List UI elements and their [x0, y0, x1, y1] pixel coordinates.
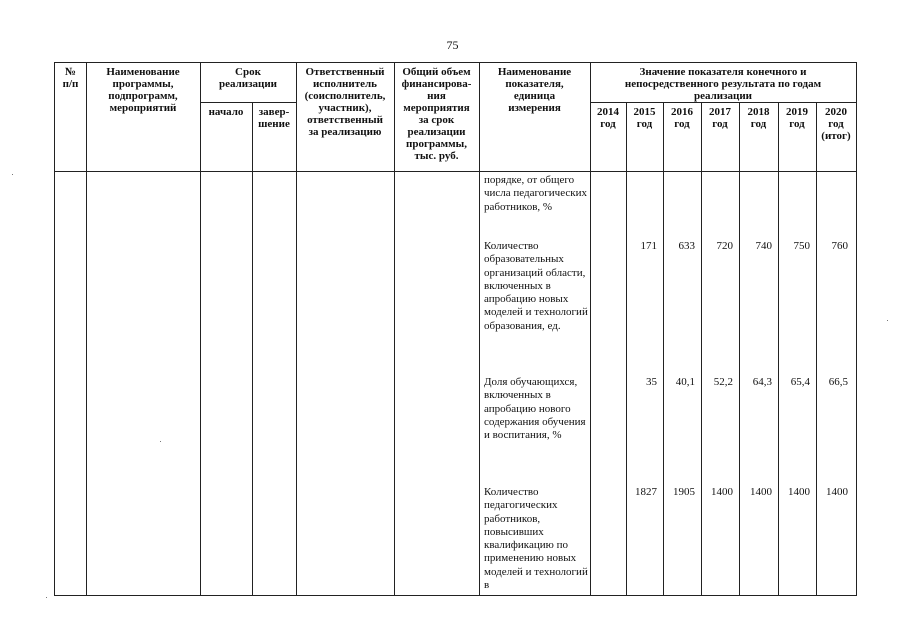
header-end: завер- шение: [258, 106, 290, 130]
header-num: № п/п: [62, 66, 79, 90]
col-border: [701, 102, 702, 596]
value-cell: 40,1: [675, 376, 695, 388]
col-border: [626, 102, 627, 596]
col-border: [200, 62, 201, 596]
header-year: 2019 год: [786, 106, 808, 130]
value-cell: 740: [755, 240, 772, 252]
scan-speck: [12, 174, 13, 175]
value-cell: 1400: [711, 486, 733, 498]
value-cell: 35: [646, 376, 657, 388]
value-cell: 52,2: [713, 376, 733, 388]
indicator-text: порядке, от общего числа педагогических работников, %: [484, 174, 587, 213]
header-bottom-border: [54, 171, 857, 172]
value-cell: 1400: [788, 486, 810, 498]
value-cell: 750: [793, 240, 810, 252]
header-year: 2018 год: [747, 106, 770, 130]
scan-speck: [46, 597, 47, 598]
table-bottom-border: [54, 595, 857, 596]
col-border: [252, 102, 253, 596]
indicator-text: Количество педагогических работников, повысивших квалификацию по применению новых моделей и технологий в: [484, 486, 588, 592]
header-period: Срок реализации: [218, 66, 278, 90]
value-cell: 65,4: [790, 376, 810, 388]
value-cell: 1827: [635, 486, 657, 498]
value-cell: 66,5: [828, 376, 848, 388]
col-border: [663, 102, 664, 596]
col-border: [86, 62, 87, 596]
header-values-title: Значение показателя конечного и непосредственного результата по годам реализации: [624, 66, 822, 102]
col-border: [856, 62, 857, 596]
header-responsible: Ответственный исполнитель (соисполнитель, участник), ответственный за реализацию: [304, 66, 386, 138]
value-cell: 171: [640, 240, 657, 252]
header-year: 2017 год: [709, 106, 731, 130]
value-cell: 1400: [826, 486, 848, 498]
header-year: 2020 год (итог): [821, 106, 851, 142]
scan-speck: [887, 320, 888, 321]
col-border: [778, 102, 779, 596]
indicator-text: Количество образовательных организаций области, включенных в апробацию новых моделей и технологий образования, ед.: [484, 240, 588, 332]
scan-speck: [160, 441, 161, 442]
value-cell: 64,3: [752, 376, 772, 388]
period-subheader-line: [200, 102, 296, 103]
header-name: Наименование программы, подпрограмм, мероприятий: [106, 66, 180, 114]
value-cell: 720: [716, 240, 733, 252]
header-start: начало: [208, 106, 244, 118]
header-year: 2015 год: [633, 106, 656, 130]
col-border: [54, 62, 55, 596]
col-border: [739, 102, 740, 596]
page-number: 75: [446, 38, 459, 52]
header-indicator: Наименование показателя, единица измерения: [497, 66, 572, 114]
header-year: 2014 год: [597, 106, 619, 130]
value-cell: 1400: [750, 486, 772, 498]
value-cell: 760: [831, 240, 848, 252]
header-year: 2016 год: [671, 106, 693, 130]
header-funding: Общий объем финансирова- ния мероприятия за срок реализации программы, тыс. руб.: [401, 66, 472, 162]
col-border: [479, 62, 480, 596]
col-border: [296, 62, 297, 596]
value-cell: 633: [678, 240, 695, 252]
table-top-border: [54, 62, 857, 63]
value-cell: 1905: [673, 486, 695, 498]
col-border: [816, 102, 817, 596]
indicator-text: Доля обучающихся, включенных в апробацию нового содержания обучения и воспитания, %: [484, 376, 586, 442]
